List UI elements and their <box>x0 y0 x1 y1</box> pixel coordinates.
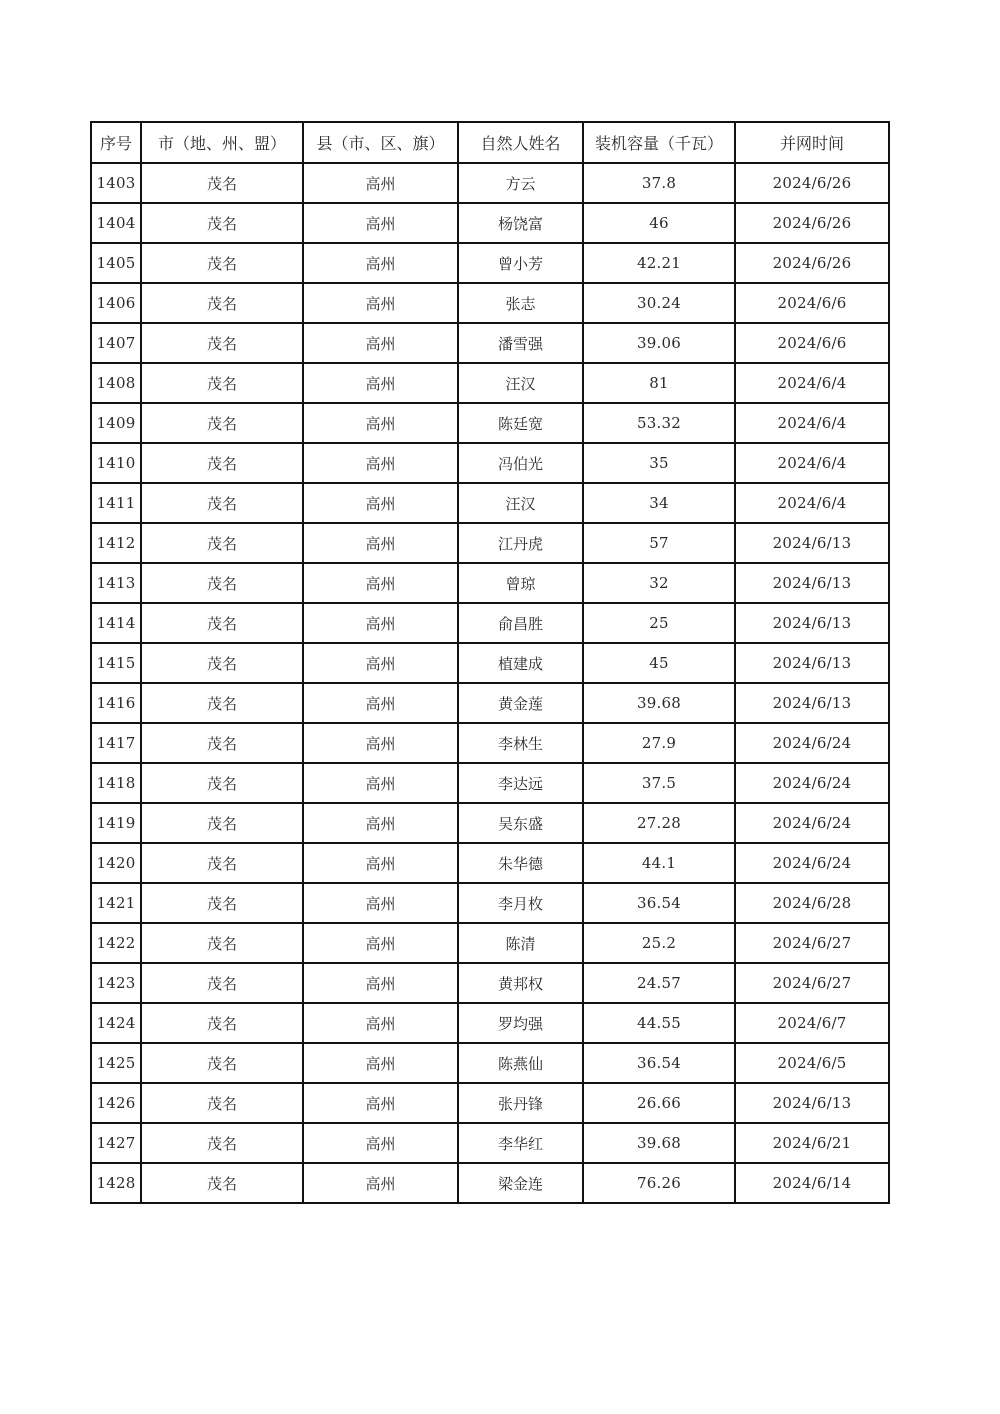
cell-city: 茂名 <box>141 1043 303 1083</box>
table-row <box>91 443 889 483</box>
cell-county: 高州 <box>303 643 458 683</box>
table-row <box>91 1083 889 1123</box>
cell-person-name: 吴东盛 <box>458 803 583 843</box>
cell-grid-connection-date: 2024/6/13 <box>735 523 889 563</box>
table-row <box>91 363 889 403</box>
cell-installed-capacity: 39.68 <box>583 1123 735 1163</box>
cell-installed-capacity: 46 <box>583 203 735 243</box>
cell-installed-capacity: 27.28 <box>583 803 735 843</box>
cell-person-name: 陈清 <box>458 923 583 963</box>
cell-serial-no: 1428 <box>91 1163 141 1203</box>
cell-installed-capacity: 44.55 <box>583 1003 735 1043</box>
cell-county: 高州 <box>303 243 458 283</box>
cell-county: 高州 <box>303 523 458 563</box>
table-row <box>91 1123 889 1163</box>
cell-installed-capacity: 30.24 <box>583 283 735 323</box>
header-grid-connection-date: 并网时间 <box>735 122 889 163</box>
cell-county: 高州 <box>303 283 458 323</box>
cell-serial-no: 1424 <box>91 1003 141 1043</box>
cell-installed-capacity: 25.2 <box>583 923 735 963</box>
cell-person-name: 黄金莲 <box>458 683 583 723</box>
cell-installed-capacity: 34 <box>583 483 735 523</box>
cell-person-name: 曾小芳 <box>458 243 583 283</box>
cell-person-name: 张志 <box>458 283 583 323</box>
cell-grid-connection-date: 2024/6/26 <box>735 203 889 243</box>
table-row <box>91 923 889 963</box>
cell-county: 高州 <box>303 163 458 203</box>
cell-installed-capacity: 57 <box>583 523 735 563</box>
cell-county: 高州 <box>303 363 458 403</box>
cell-person-name: 张丹锋 <box>458 1083 583 1123</box>
cell-city: 茂名 <box>141 243 303 283</box>
cell-installed-capacity: 81 <box>583 363 735 403</box>
cell-grid-connection-date: 2024/6/6 <box>735 323 889 363</box>
cell-county: 高州 <box>303 403 458 443</box>
cell-city: 茂名 <box>141 203 303 243</box>
cell-person-name: 汪汉 <box>458 363 583 403</box>
cell-city: 茂名 <box>141 963 303 1003</box>
cell-serial-no: 1413 <box>91 563 141 603</box>
cell-county: 高州 <box>303 803 458 843</box>
cell-installed-capacity: 27.9 <box>583 723 735 763</box>
cell-city: 茂名 <box>141 923 303 963</box>
cell-serial-no: 1403 <box>91 163 141 203</box>
cell-grid-connection-date: 2024/6/4 <box>735 363 889 403</box>
header-person-name: 自然人姓名 <box>458 122 583 163</box>
cell-county: 高州 <box>303 1083 458 1123</box>
cell-person-name: 罗均强 <box>458 1003 583 1043</box>
cell-serial-no: 1423 <box>91 963 141 1003</box>
cell-city: 茂名 <box>141 883 303 923</box>
cell-installed-capacity: 26.66 <box>583 1083 735 1123</box>
cell-city: 茂名 <box>141 723 303 763</box>
cell-grid-connection-date: 2024/6/5 <box>735 1043 889 1083</box>
cell-city: 茂名 <box>141 443 303 483</box>
table-row <box>91 643 889 683</box>
cell-county: 高州 <box>303 723 458 763</box>
cell-county: 高州 <box>303 323 458 363</box>
cell-installed-capacity: 42.21 <box>583 243 735 283</box>
cell-installed-capacity: 35 <box>583 443 735 483</box>
cell-installed-capacity: 76.26 <box>583 1163 735 1203</box>
cell-serial-no: 1408 <box>91 363 141 403</box>
header-county: 县（市、区、旗） <box>303 122 458 163</box>
cell-serial-no: 1404 <box>91 203 141 243</box>
cell-county: 高州 <box>303 483 458 523</box>
header-installed-capacity: 装机容量（千瓦） <box>583 122 735 163</box>
table-row <box>91 323 889 363</box>
cell-grid-connection-date: 2024/6/13 <box>735 1083 889 1123</box>
cell-grid-connection-date: 2024/6/13 <box>735 563 889 603</box>
cell-county: 高州 <box>303 883 458 923</box>
cell-serial-no: 1417 <box>91 723 141 763</box>
cell-city: 茂名 <box>141 1083 303 1123</box>
cell-person-name: 江丹虎 <box>458 523 583 563</box>
table-row <box>91 1163 889 1203</box>
table-row <box>91 683 889 723</box>
cell-city: 茂名 <box>141 603 303 643</box>
table-row <box>91 403 889 443</box>
cell-serial-no: 1406 <box>91 283 141 323</box>
cell-city: 茂名 <box>141 363 303 403</box>
cell-county: 高州 <box>303 203 458 243</box>
cell-installed-capacity: 32 <box>583 563 735 603</box>
cell-person-name: 李达远 <box>458 763 583 803</box>
table-row <box>91 603 889 643</box>
cell-county: 高州 <box>303 1043 458 1083</box>
cell-grid-connection-date: 2024/6/24 <box>735 763 889 803</box>
cell-person-name: 陈廷宽 <box>458 403 583 443</box>
header-serial-no: 序号 <box>91 122 141 163</box>
cell-person-name: 汪汉 <box>458 483 583 523</box>
table-row <box>91 723 889 763</box>
cell-serial-no: 1405 <box>91 243 141 283</box>
cell-city: 茂名 <box>141 803 303 843</box>
cell-person-name: 冯伯光 <box>458 443 583 483</box>
cell-installed-capacity: 36.54 <box>583 883 735 923</box>
cell-grid-connection-date: 2024/6/14 <box>735 1163 889 1203</box>
cell-city: 茂名 <box>141 643 303 683</box>
cell-person-name: 方云 <box>458 163 583 203</box>
cell-serial-no: 1419 <box>91 803 141 843</box>
cell-city: 茂名 <box>141 283 303 323</box>
cell-county: 高州 <box>303 963 458 1003</box>
cell-grid-connection-date: 2024/6/21 <box>735 1123 889 1163</box>
cell-city: 茂名 <box>141 323 303 363</box>
cell-installed-capacity: 39.68 <box>583 683 735 723</box>
cell-city: 茂名 <box>141 763 303 803</box>
cell-installed-capacity: 53.32 <box>583 403 735 443</box>
cell-person-name: 李林生 <box>458 723 583 763</box>
cell-installed-capacity: 25 <box>583 603 735 643</box>
table-row <box>91 483 889 523</box>
cell-grid-connection-date: 2024/6/4 <box>735 483 889 523</box>
table-row <box>91 563 889 603</box>
cell-city: 茂名 <box>141 1163 303 1203</box>
cell-person-name: 李月枚 <box>458 883 583 923</box>
table-row <box>91 283 889 323</box>
cell-person-name: 潘雪强 <box>458 323 583 363</box>
cell-person-name: 俞昌胜 <box>458 603 583 643</box>
cell-serial-no: 1418 <box>91 763 141 803</box>
table-header-row <box>91 122 889 163</box>
cell-county: 高州 <box>303 1163 458 1203</box>
cell-grid-connection-date: 2024/6/24 <box>735 723 889 763</box>
table-row <box>91 523 889 563</box>
cell-grid-connection-date: 2024/6/27 <box>735 923 889 963</box>
cell-county: 高州 <box>303 1123 458 1163</box>
cell-installed-capacity: 36.54 <box>583 1043 735 1083</box>
cell-grid-connection-date: 2024/6/6 <box>735 283 889 323</box>
cell-city: 茂名 <box>141 163 303 203</box>
cell-serial-no: 1412 <box>91 523 141 563</box>
cell-serial-no: 1409 <box>91 403 141 443</box>
cell-grid-connection-date: 2024/6/13 <box>735 643 889 683</box>
cell-grid-connection-date: 2024/6/7 <box>735 1003 889 1043</box>
cell-city: 茂名 <box>141 483 303 523</box>
table-row <box>91 763 889 803</box>
cell-serial-no: 1416 <box>91 683 141 723</box>
cell-serial-no: 1407 <box>91 323 141 363</box>
table-row <box>91 1003 889 1043</box>
table-row <box>91 203 889 243</box>
cell-grid-connection-date: 2024/6/26 <box>735 243 889 283</box>
cell-county: 高州 <box>303 563 458 603</box>
cell-city: 茂名 <box>141 843 303 883</box>
cell-installed-capacity: 39.06 <box>583 323 735 363</box>
cell-city: 茂名 <box>141 1123 303 1163</box>
cell-installed-capacity: 37.8 <box>583 163 735 203</box>
cell-serial-no: 1415 <box>91 643 141 683</box>
table-row <box>91 843 889 883</box>
cell-installed-capacity: 45 <box>583 643 735 683</box>
cell-serial-no: 1425 <box>91 1043 141 1083</box>
table-row <box>91 803 889 843</box>
cell-person-name: 李华红 <box>458 1123 583 1163</box>
cell-person-name: 陈燕仙 <box>458 1043 583 1083</box>
table-row <box>91 163 889 203</box>
cell-county: 高州 <box>303 1003 458 1043</box>
cell-serial-no: 1421 <box>91 883 141 923</box>
cell-city: 茂名 <box>141 563 303 603</box>
cell-person-name: 梁金连 <box>458 1163 583 1203</box>
table-row <box>91 963 889 1003</box>
cell-city: 茂名 <box>141 683 303 723</box>
cell-installed-capacity: 24.57 <box>583 963 735 1003</box>
cell-serial-no: 1420 <box>91 843 141 883</box>
table-row <box>91 883 889 923</box>
cell-grid-connection-date: 2024/6/27 <box>735 963 889 1003</box>
cell-grid-connection-date: 2024/6/4 <box>735 443 889 483</box>
table-row <box>91 1043 889 1083</box>
header-city: 市（地、州、盟） <box>141 122 303 163</box>
cell-county: 高州 <box>303 843 458 883</box>
cell-county: 高州 <box>303 443 458 483</box>
cell-serial-no: 1410 <box>91 443 141 483</box>
cell-installed-capacity: 44.1 <box>583 843 735 883</box>
cell-person-name: 植建成 <box>458 643 583 683</box>
pv-grid-connection-table <box>90 121 890 1204</box>
table-body <box>91 163 889 1203</box>
cell-serial-no: 1427 <box>91 1123 141 1163</box>
cell-grid-connection-date: 2024/6/26 <box>735 163 889 203</box>
cell-installed-capacity: 37.5 <box>583 763 735 803</box>
cell-grid-connection-date: 2024/6/4 <box>735 403 889 443</box>
cell-grid-connection-date: 2024/6/24 <box>735 843 889 883</box>
cell-county: 高州 <box>303 923 458 963</box>
cell-serial-no: 1414 <box>91 603 141 643</box>
cell-grid-connection-date: 2024/6/13 <box>735 603 889 643</box>
cell-city: 茂名 <box>141 403 303 443</box>
cell-person-name: 杨饶富 <box>458 203 583 243</box>
cell-city: 茂名 <box>141 523 303 563</box>
cell-county: 高州 <box>303 763 458 803</box>
cell-person-name: 黄邦权 <box>458 963 583 1003</box>
cell-county: 高州 <box>303 683 458 723</box>
cell-grid-connection-date: 2024/6/28 <box>735 883 889 923</box>
cell-city: 茂名 <box>141 1003 303 1043</box>
cell-person-name: 曾琼 <box>458 563 583 603</box>
cell-serial-no: 1426 <box>91 1083 141 1123</box>
cell-serial-no: 1422 <box>91 923 141 963</box>
cell-county: 高州 <box>303 603 458 643</box>
cell-serial-no: 1411 <box>91 483 141 523</box>
cell-person-name: 朱华德 <box>458 843 583 883</box>
cell-grid-connection-date: 2024/6/24 <box>735 803 889 843</box>
table-row <box>91 243 889 283</box>
cell-grid-connection-date: 2024/6/13 <box>735 683 889 723</box>
